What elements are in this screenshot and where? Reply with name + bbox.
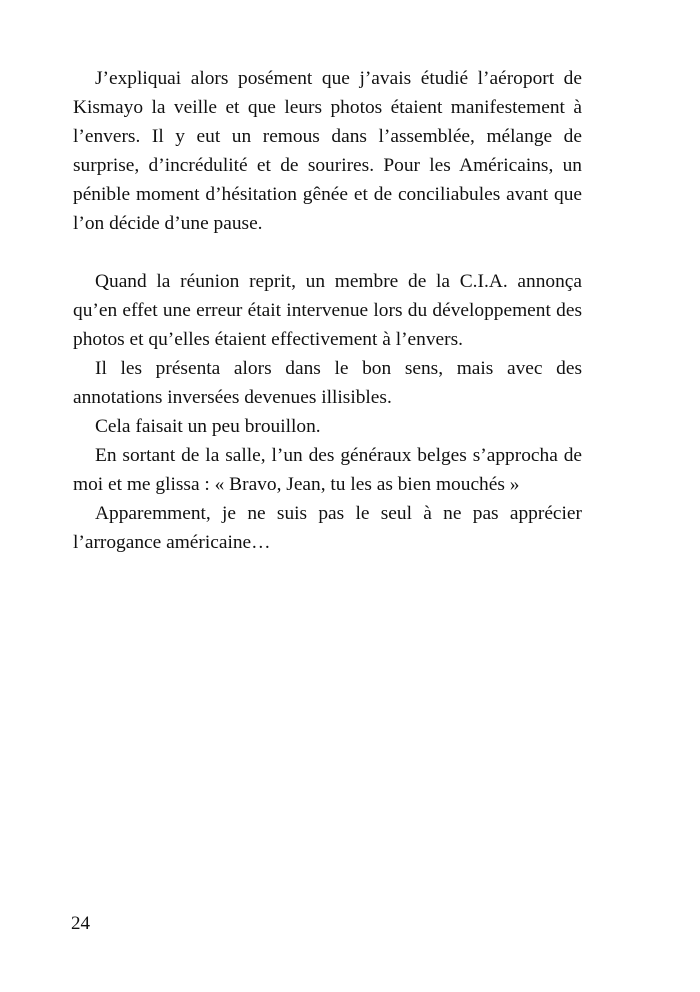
paragraph: En sortant de la salle, l’un des généraux belges s’approcha de moi et me glissa : « Bravo, Jean, tu les as bien mouchés » bbox=[73, 445, 582, 495]
paragraph: Il les présenta alors dans le bon sens, mais avec des annotations inversées devenues illisibles. bbox=[73, 358, 582, 408]
paragraph: J’expliquai alors posément que j’avais étudié l’aéroport de Kismayo la veille et que leurs photos étaient manifestement à l’envers. Il y eut un remous dans l’assemblée, mélange de surprise, d’incrédulité et de sourires. Pour les Américains, un pénible moment d’hésitation gênée et de conciliabules avant que l’on décide d’une pause. bbox=[73, 68, 582, 234]
paragraph: Cela faisait un peu brouillon. bbox=[95, 416, 321, 437]
page-number: 24 bbox=[71, 913, 90, 934]
paragraph: Quand la réunion reprit, un membre de la C.I.A. annonça qu’en effet une erreur était intervenue lors du développement des photos et qu’elles étaient effectivement à l’envers. bbox=[73, 271, 582, 350]
paragraph: Apparemment, je ne suis pas le seul à ne pas apprécier l’arrogance américaine… bbox=[73, 503, 582, 553]
page-body bbox=[73, 64, 582, 557]
